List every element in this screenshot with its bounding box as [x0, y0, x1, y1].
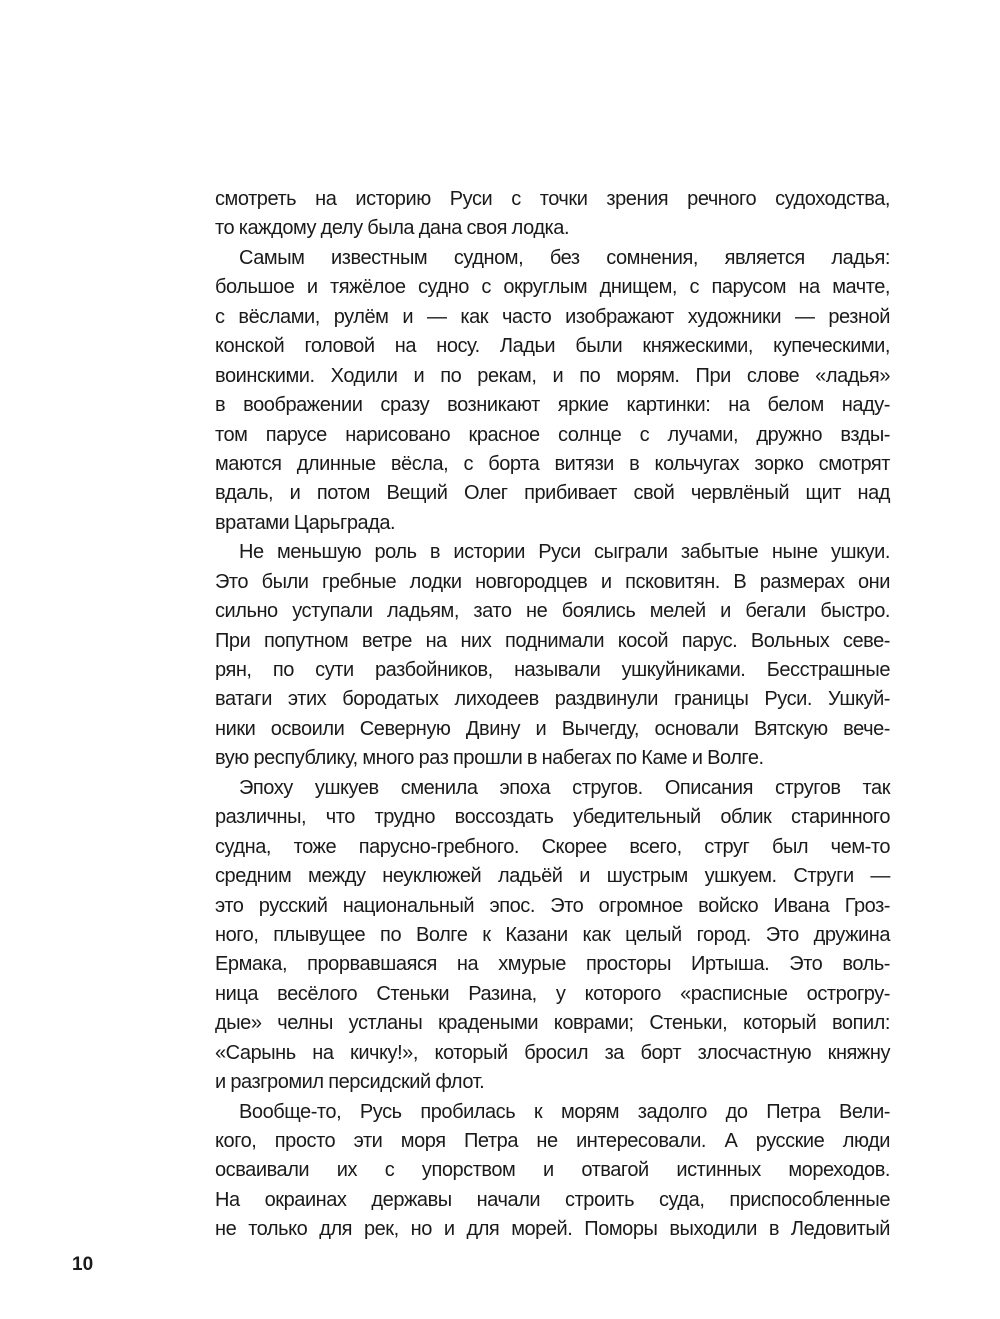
text-line: Это были гребные лодки новгородцев и псковитян. В размерах они — [215, 570, 890, 593]
text-line: вую республику, много раз прошли в набегах по Каме и Волге. — [215, 747, 764, 770]
paragraph — [215, 185, 890, 244]
text-line: ники освоили Северную Двину и Вычегду, основали Вятскую вече- — [215, 717, 890, 740]
text-line: различны, что трудно воссоздать убедительный облик старинного — [215, 806, 890, 829]
text-line: Эпоху ушкуев сменила эпоха стругов. Описания стругов так — [239, 776, 890, 799]
text-line: Самым известным судном, без сомнения, является ладья: — [239, 246, 890, 269]
text-line: При попутном ветре на них поднимали косой парус. Вольных севе- — [215, 629, 890, 652]
paragraph — [215, 1098, 890, 1245]
text-line: ватаги этих бородатых лиходеев раздвинули границы Руси. Ушкуй- — [215, 688, 890, 711]
text-line: не только для рек, но и для морей. Поморы выходили в Ледовитый — [215, 1218, 890, 1241]
text-line: и разгромил персидский флот. — [215, 1071, 485, 1094]
text-line: с вёслами, рулём и — как часто изображают художники — резной — [215, 305, 890, 328]
page-number: 10 — [72, 1254, 94, 1275]
text-line: то каждому делу была дана своя лодка. — [215, 217, 570, 240]
text-line: маются длинные вёсла, с борта витязи в кольчугах зорко смотрят — [215, 452, 890, 475]
text-line: в воображении сразу возникают яркие картинки: на белом наду- — [215, 394, 890, 417]
text-line: осваивали их с упорством и отвагой истинных мореходов. — [215, 1159, 890, 1182]
text-line: Не меньшую роль в истории Руси сыграли забытые ныне ушкуи. — [239, 541, 890, 564]
text-line: Вообще-то, Русь пробилась к морям задолго до Петра Вели- — [239, 1100, 890, 1123]
paragraph — [215, 538, 890, 774]
text-line: Ермака, прорвавшаяся на хмурые просторы Иртыша. Это воль- — [215, 953, 890, 976]
text-line: смотреть на историю Руси с точки зрения речного судоходства, — [215, 188, 890, 210]
text-line: конской головой на носу. Ладьи были княжескими, купеческими, — [215, 335, 890, 358]
text-line: вратами Царьграда. — [215, 511, 396, 534]
text-line: сильно уступали ладьям, зато не боялись мелей и бегали быстро. — [215, 600, 890, 623]
text-line: рян, по сути разбойников, называли ушкуйниками. Бесстрашные — [215, 659, 890, 681]
text-line: «Сарынь на кичку!», который бросил за борт злосчастную княжну — [215, 1041, 890, 1064]
text-line: судна, тоже парусно-гребного. Скорее всего, струг был чем-то — [215, 835, 890, 858]
text-line: вдаль, и потом Вещий Олег прибивает свой червлёный щит над — [215, 482, 890, 505]
text-line: большое и тяжёлое судно с округлым днищем, с парусом на мачте, — [215, 276, 890, 299]
paragraph — [215, 774, 890, 1098]
text-line: воинскими. Ходили и по рекам, и по морям. При слове «ладья» — [215, 364, 890, 387]
text-line: ница весёлого Стеньки Разина, у которого «расписные острогру- — [215, 982, 890, 1005]
text-line: ного, плывущее по Волге к Казани как целый город. Это дружина — [215, 923, 890, 946]
text-line: средним между неуклюжей ладьёй и шустрым ушкуем. Струги — — [215, 865, 890, 888]
text-line: том парусе нарисовано красное солнце с лучами, дружно взды- — [215, 423, 890, 446]
text-line: кого, просто эти моря Петра не интересовали. А русские люди — [215, 1130, 890, 1152]
text-line: На окраинах державы начали строить суда, приспособленные — [215, 1188, 890, 1211]
text-line: это русский национальный эпос. Это огромное войско Ивана Гроз- — [215, 894, 890, 917]
paragraph — [215, 244, 890, 538]
body-text — [215, 185, 890, 1245]
text-line: дые» челны устланы крадеными коврами; Стеньки, который вопил: — [215, 1012, 890, 1035]
